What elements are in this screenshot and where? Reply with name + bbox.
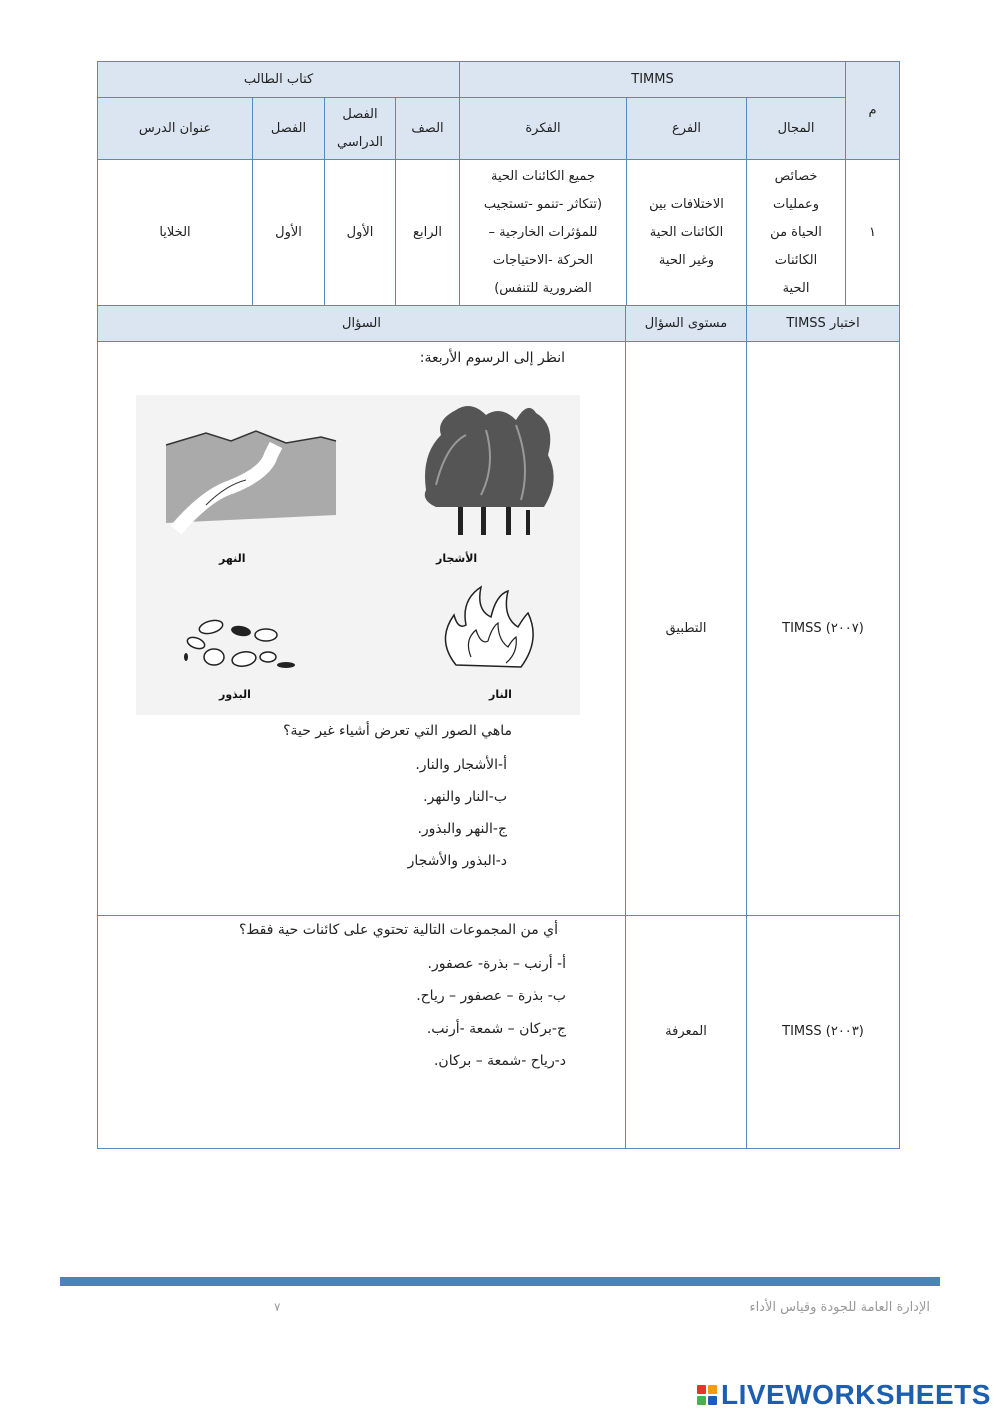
student-book-header — [97, 61, 460, 98]
grade-label: الصف — [411, 120, 444, 136]
timms-header — [459, 61, 846, 98]
q1-test — [746, 341, 900, 916]
q1-option-b: ب-النار والنهر. — [423, 789, 507, 805]
river-illustration — [166, 431, 336, 530]
idea-line: للمؤثرات الخارجية – — [488, 224, 598, 240]
field-line: الحية — [782, 280, 810, 296]
idea-header — [459, 97, 627, 160]
footer-text: الإدارة العامة للجودة وقياس الأداء — [749, 1300, 930, 1315]
test-header — [746, 305, 900, 342]
term-header — [324, 97, 396, 160]
field-line: خصائص — [774, 168, 818, 184]
row1-m — [845, 159, 900, 306]
field-line: الكائنات — [774, 252, 818, 268]
q1-level — [625, 341, 747, 916]
caption-seeds: البذور — [219, 688, 251, 701]
row1-branch — [626, 159, 747, 306]
branch-label: الفرع — [671, 120, 702, 136]
field-line: وعمليات — [773, 196, 819, 212]
q1-stem: ماهي الصور التي تعرض أشياء غير حية؟ — [283, 723, 512, 739]
q2-stem: أي من المجموعات التالية تحتوي على كائنات حية فقط؟ — [238, 922, 558, 938]
lesson-label: عنوان الدرس — [138, 120, 212, 136]
level-label: مستوى السؤال — [644, 315, 728, 331]
question-header — [97, 305, 626, 342]
student-book-label: كتاب الطالب — [243, 71, 314, 87]
row1-m-value: ١ — [869, 224, 876, 240]
q2-level — [625, 915, 747, 1149]
col-m-label: م — [868, 102, 877, 118]
q1-test-value: TIMSS (٢٠٠٧) — [782, 620, 864, 636]
fire-illustration — [445, 587, 533, 667]
term-label-line2: الدراسي — [337, 134, 384, 150]
chapter-header — [252, 97, 325, 160]
level-header — [625, 305, 747, 342]
brand-name: LIVEWORKSHEETS — [721, 1379, 991, 1410]
caption-river: النهر — [219, 552, 246, 565]
illustration-svg — [136, 395, 580, 715]
chapter-label: الفصل — [270, 120, 307, 136]
q2-option-c: ج-بركان – شمعة -أرنب. — [426, 1021, 566, 1037]
idea-line: جميع الكائنات الحية — [491, 168, 595, 184]
page-number: ٧ — [274, 1300, 281, 1314]
liveworksheets-logo[interactable] — [697, 1379, 991, 1411]
idea-line: الضرورية للتنفس) — [494, 280, 592, 296]
idea-line: (تتكاثر -تنمو -تستجيب — [483, 196, 603, 212]
q2-test-value: TIMSS (٢٠٠٣) — [782, 1024, 864, 1039]
branch-line: الاختلافات بين — [649, 196, 724, 212]
seeds-illustration — [184, 618, 295, 668]
grade-header — [395, 97, 460, 160]
row1-idea — [459, 159, 627, 306]
q1-option-a: أ-الأشجار والنار. — [415, 757, 507, 773]
row1-field — [746, 159, 846, 306]
q1-level-value: التطبيق — [665, 620, 707, 636]
row1-chapter — [252, 159, 325, 306]
field-line: الحياة من — [770, 224, 822, 240]
term-label-line1: الفصل — [342, 106, 378, 122]
timms-label: TIMMS — [631, 71, 674, 87]
q2-test — [746, 915, 900, 1149]
q1-illustrations — [136, 395, 580, 715]
logo-block — [708, 1385, 717, 1394]
field-label: المجال — [777, 120, 815, 136]
logo-block — [708, 1396, 717, 1405]
logo-blocks-icon — [697, 1385, 717, 1405]
row1-grade — [395, 159, 460, 306]
lesson-header — [97, 97, 253, 160]
trees-illustration — [425, 406, 554, 535]
caption-fire: النار — [489, 688, 512, 701]
footer-bar — [60, 1277, 940, 1286]
grade-value: الرابع — [413, 224, 442, 240]
logo-block — [697, 1385, 706, 1394]
col-m-header — [845, 61, 900, 160]
row1-lesson — [97, 159, 253, 306]
test-label: اختبار TIMSS — [786, 315, 860, 331]
idea-label: الفكرة — [525, 120, 561, 136]
branch-line: الكائنات الحية — [649, 224, 724, 240]
q2-option-d: د-رياح -شمعة – بركان. — [433, 1053, 566, 1069]
q2-option-a: أ- أرنب – بذرة- عصفور. — [427, 956, 566, 972]
row1-term — [324, 159, 396, 306]
logo-block — [697, 1396, 706, 1405]
q1-option-c: ج-النهر والبذور. — [417, 821, 507, 837]
chapter-value: الأول — [275, 224, 302, 240]
q1-option-d: د-البذور والأشجار — [407, 853, 507, 869]
term-value: الأول — [346, 224, 374, 240]
q2-option-b: ب- بذرة – عصفور – رياح. — [416, 988, 566, 1004]
branch-header — [626, 97, 747, 160]
idea-line: الحركة -الاحتياجات — [492, 252, 594, 268]
branch-line: وغير الحية — [658, 252, 715, 268]
question-label: السؤال — [342, 315, 381, 331]
field-header — [746, 97, 846, 160]
q2-level-value: المعرفة — [665, 1024, 707, 1039]
q1-intro: انظر إلى الرسوم الأربعة: — [419, 350, 565, 366]
caption-trees: الأشجار — [436, 552, 478, 565]
lesson-value: الخلايا — [159, 224, 191, 240]
